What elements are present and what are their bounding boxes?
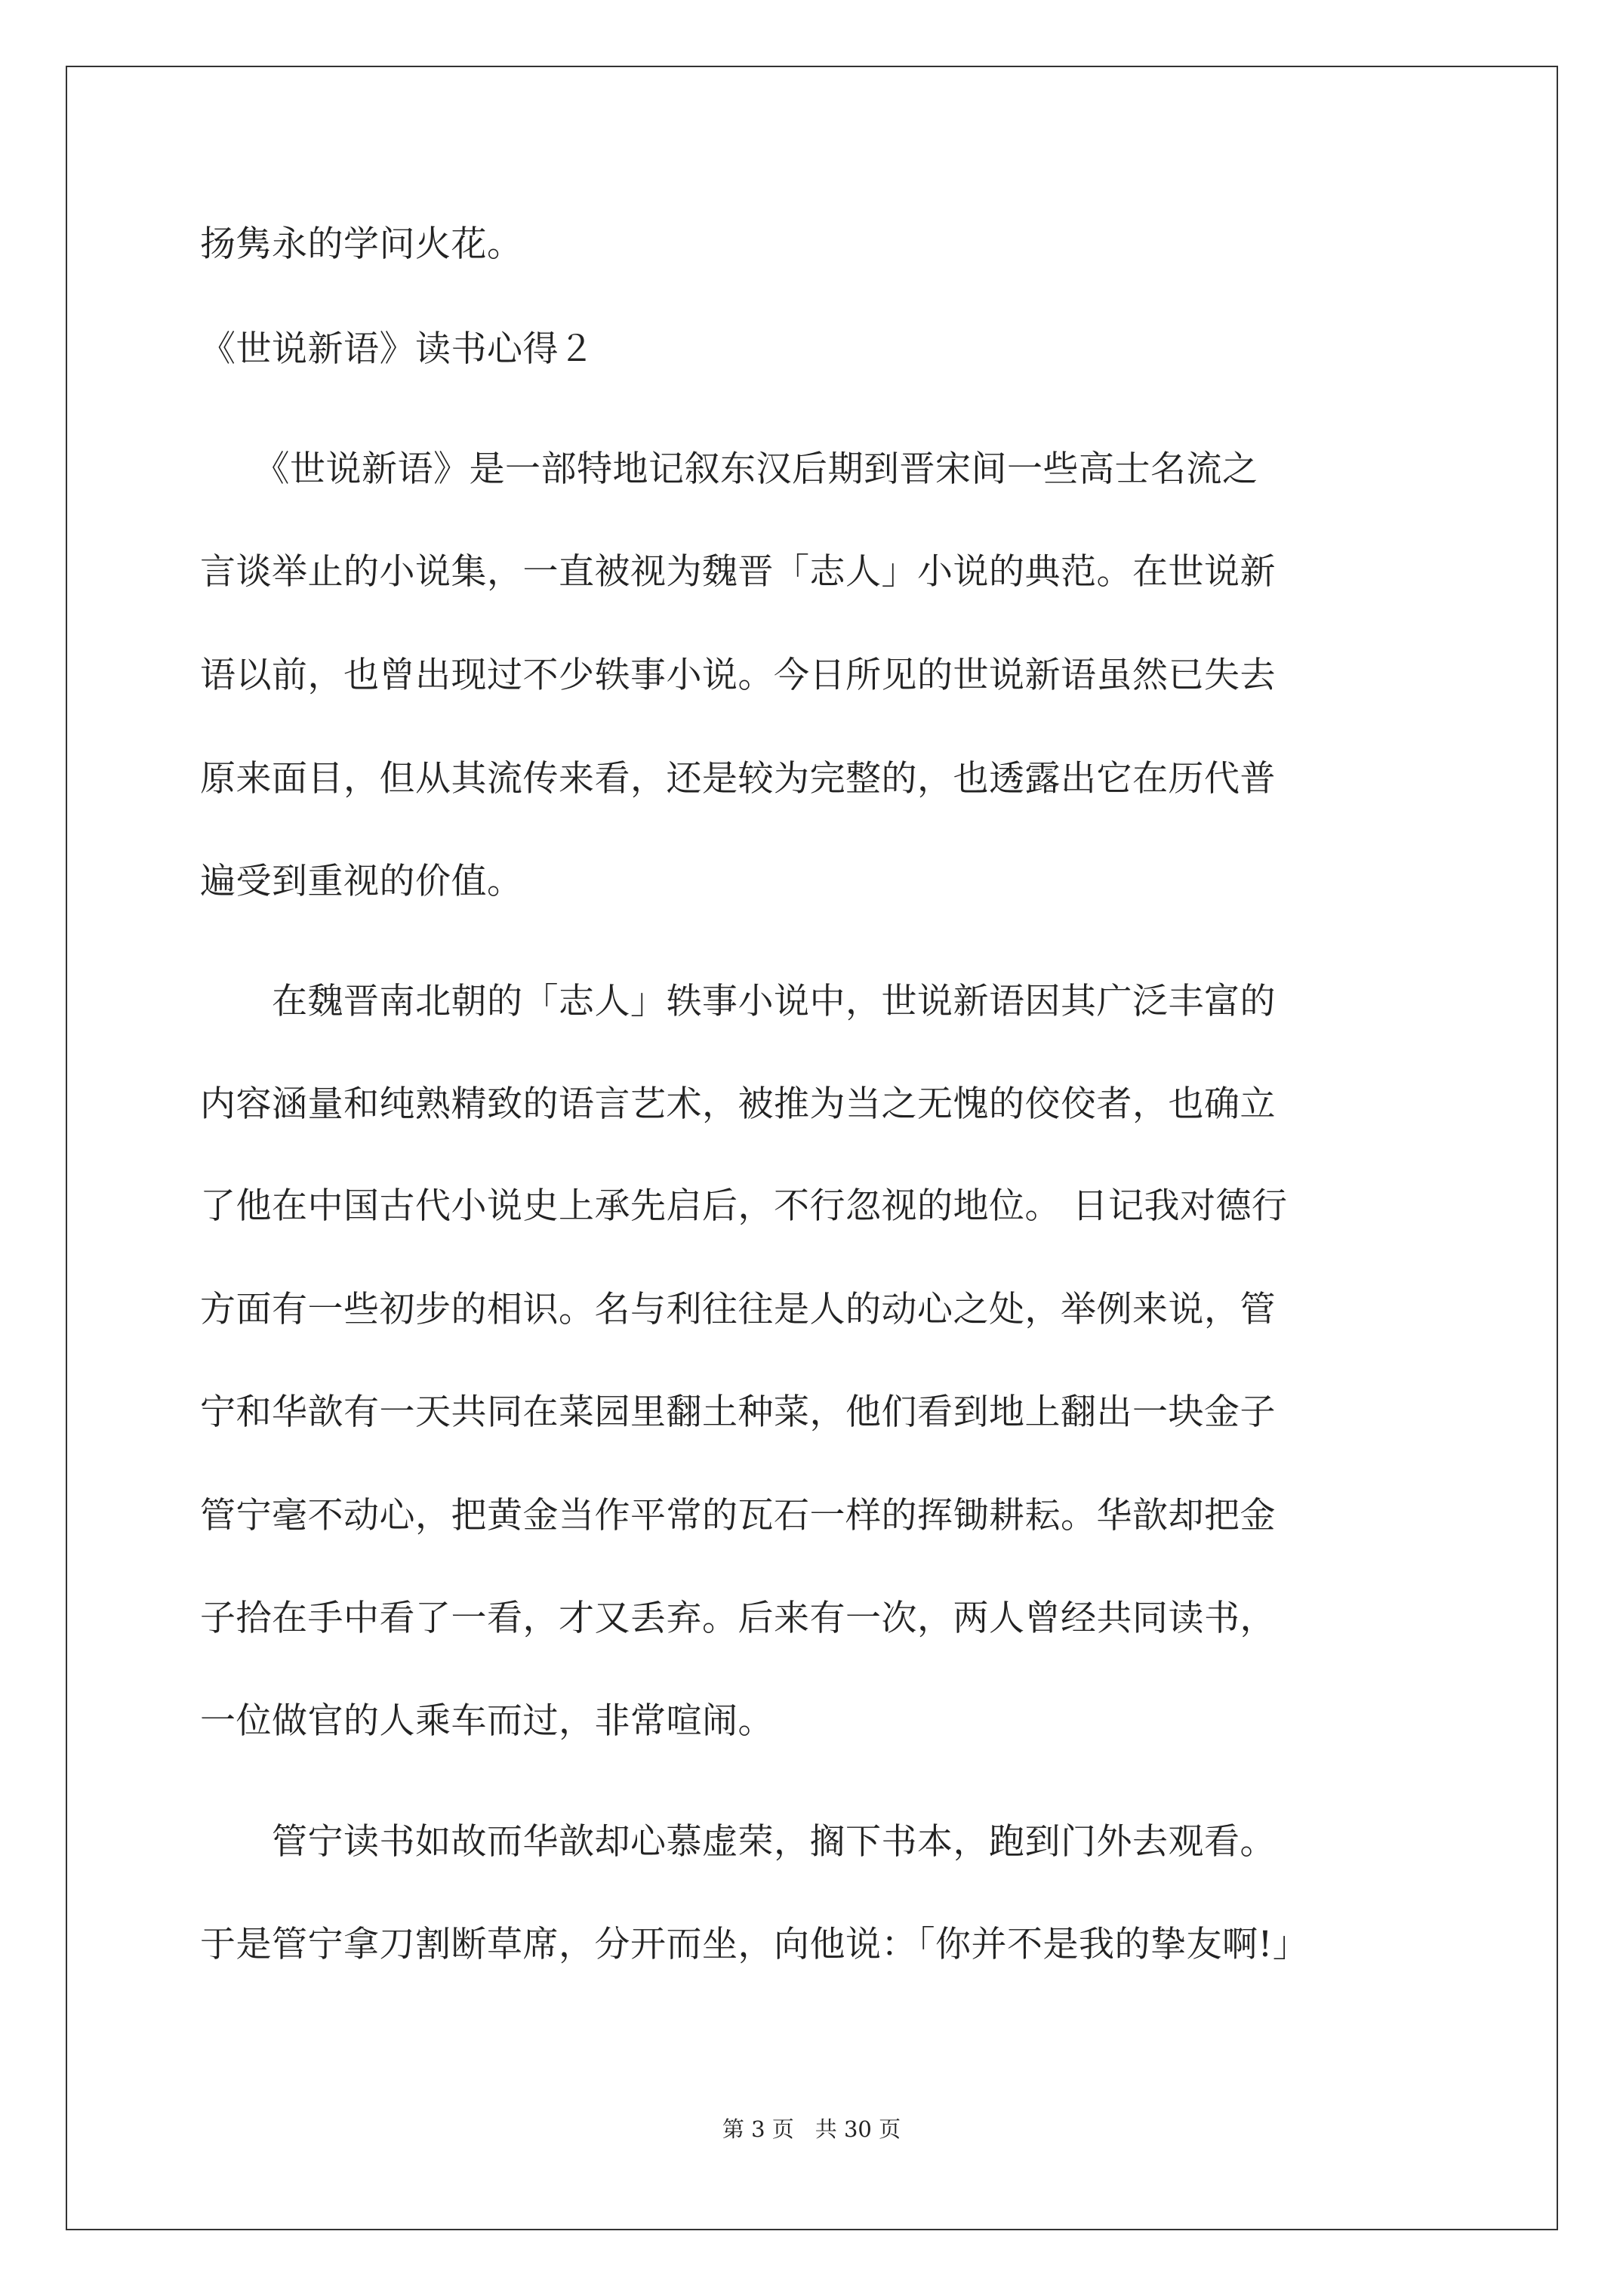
text-line: 方面有一些初步的相识。名与利往往是人的动心之处，举例来说，管 [200,1289,1276,1330]
text-line: 言谈举止的小说集，一直被视为魏晋「志人」小说的典范。在世说新 [200,551,1276,593]
page-footer [0,2114,1623,2144]
text-line: 子拾在手中看了一看，才又丢弃。后来有一次，两人曾经共同读书， [200,1598,1276,1639]
text-line: 于是管宁拿刀割断草席，分开而坐，向他说：「你并不是我的挚友啊!」 [200,1924,1309,1965]
text-line: 《世说新语》是一部特地记叙东汉后期到晋宋间一些高士名流之 [200,448,1258,490]
page-total: 共 30 页 [815,2116,901,2142]
text-line: 在魏晋南北朝的「志人」轶事小说中，世说新语因其广泛丰富的 [200,981,1276,1022]
text-line: 宁和华歆有一天共同在菜园里翻土种菜，他们看到地上翻出一块金子 [200,1391,1276,1433]
text-line: 了他在中国古代小说史上承先启后，不行忽视的地位。 日记我对德行 [200,1185,1288,1227]
text-line: 内容涵量和纯熟精致的语言艺术，被推为当之无愧的佼佼者，也确立 [200,1083,1276,1125]
text-line: 遍受到重视的价值。 [200,861,523,902]
text-line: 原来面目，但从其流传来看，还是较为完整的，也透露出它在历代普 [200,758,1276,800]
page-border [66,66,1558,2230]
text-line: 一位做官的人乘车而过，非常喧闹。 [200,1700,774,1742]
page-number: 第 3 页 [722,2116,794,2142]
text-line: 语以前，也曾出现过不少轶事小说。今日所见的世说新语虽然已失去 [200,655,1276,696]
section-heading: 《世说新语》读书心得２ [200,328,595,370]
text-line: 管宁读书如故而华歆却心慕虚荣，搁下书本，跑到门外去观看。 [200,1821,1276,1863]
text-line: 管宁毫不动心，把黄金当作平常的瓦石一样的挥锄耕耘。华歆却把金 [200,1495,1276,1536]
text-line: 扬隽永的学问火花。 [200,223,523,265]
